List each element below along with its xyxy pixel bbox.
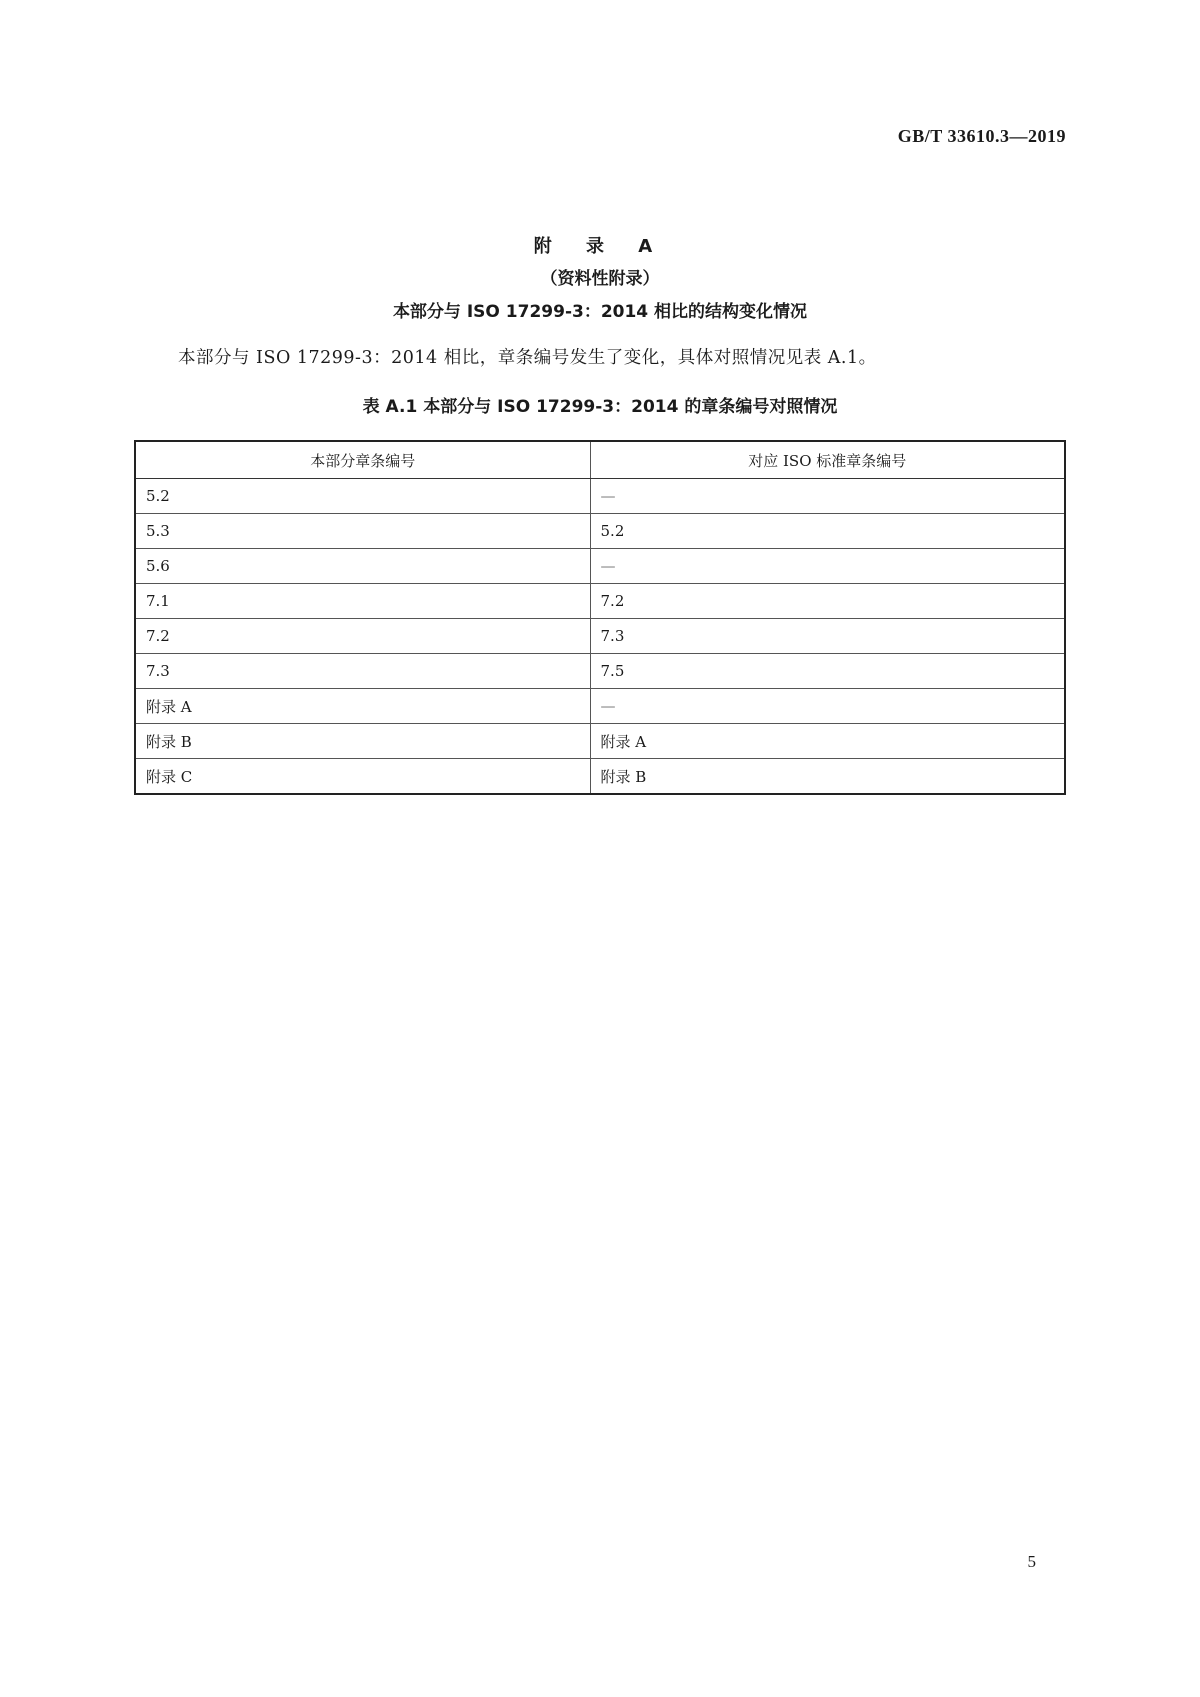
table-cell-iso: — [590, 549, 1065, 584]
column-header-this-part: 本部分章条编号 [135, 441, 590, 479]
table-row [135, 479, 1065, 514]
table-cell-this-part: 附录 B [135, 724, 590, 759]
table-cell-iso: 7.2 [590, 584, 1065, 619]
standard-number: GB/T 33610.3—2019 [897, 126, 1066, 146]
table-cell-iso: 5.2 [590, 514, 1065, 549]
page-number: 5 [1027, 1552, 1036, 1571]
annex-heading: 本部分与 ISO 17299-3：2014 相比的结构变化情况 [392, 302, 808, 322]
table-cell-iso: — [590, 689, 1065, 724]
column-header-iso: 对应 ISO 标准章条编号 [590, 441, 1065, 479]
annex-title: 附 录 A [533, 236, 667, 257]
intro-paragraph: 本部分与 ISO 17299-3：2014 相比，章条编号发生了变化，具体对照情况见表 A.1。 [178, 348, 877, 368]
table-cell-this-part: 7.1 [135, 584, 590, 619]
table-cell-this-part: 附录 A [135, 689, 590, 724]
table-cell-this-part: 7.3 [135, 654, 590, 689]
annex-type: （资料性附录） [540, 269, 660, 289]
clause-mapping-table [134, 440, 1066, 795]
table-row [135, 759, 1065, 795]
table-cell-iso: 7.3 [590, 619, 1065, 654]
table-cell-this-part: 5.2 [135, 479, 590, 514]
table-row [135, 619, 1065, 654]
table-row [135, 724, 1065, 759]
table-row [135, 549, 1065, 584]
table-caption: 表 A.1 本部分与 ISO 17299-3：2014 的章条编号对照情况 [362, 397, 838, 417]
table-row [135, 654, 1065, 689]
table-cell-this-part: 附录 C [135, 759, 590, 795]
table-row [135, 514, 1065, 549]
table-cell-iso: — [590, 479, 1065, 514]
table-cell-iso: 附录 B [590, 759, 1065, 795]
table-cell-iso: 附录 A [590, 724, 1065, 759]
table-cell-this-part: 7.2 [135, 619, 590, 654]
table-row [135, 584, 1065, 619]
table-cell-this-part: 5.6 [135, 549, 590, 584]
table-header-row [135, 441, 1065, 479]
table-row [135, 689, 1065, 724]
table-cell-iso: 7.5 [590, 654, 1065, 689]
table-cell-this-part: 5.3 [135, 514, 590, 549]
